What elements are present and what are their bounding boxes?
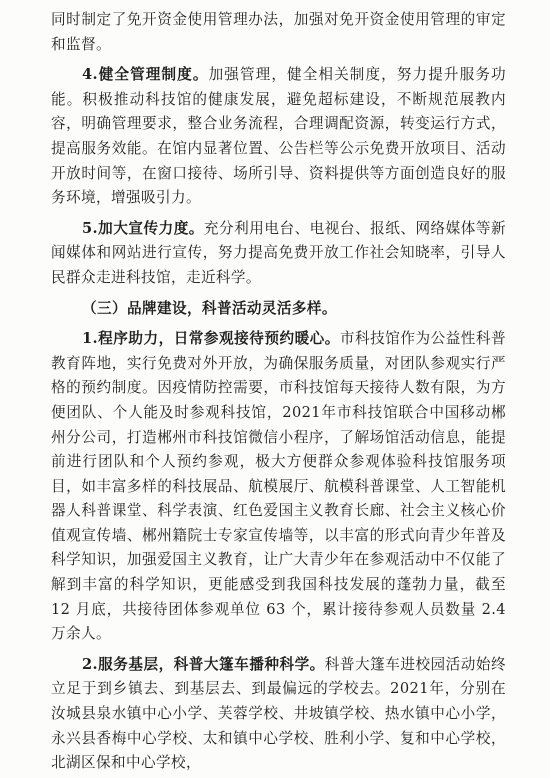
paragraph-text: 加强管理，健全相关制度，努力提升服务功能。积极推动科技馆的健康发展，避免超标建设，不断规范展教内容，明确管理要求，整合业务流程，合理调配资源，转变运行方式，提高服务效能。在馆内显著位置、公告栏等公示免费开放项目、活动开放时间等，在窗口接待、场所引导、资料提供等方面创造良好的服务环境，增强吸引力。 <box>51 66 506 207</box>
paragraph-text: 充分利用电台、电视台、报纸、网络媒体等新闻媒体和网站进行宣传，努力提高免费开放工作社会知晓率，引导人民群众走进科技馆，走近科学。 <box>51 219 506 286</box>
paragraph-publicity <box>51 217 506 291</box>
section-heading-text: （三）品牌建设，科普活动灵活多样。 <box>82 299 337 317</box>
paragraph-heading: 4.健全管理制度。 <box>82 66 209 84</box>
paragraph-science-caravan <box>51 653 506 776</box>
paragraph-management-system <box>51 63 506 211</box>
paragraph-reservation <box>51 327 506 647</box>
paragraph-heading: 1.程序助力，日常参观接待预约暖心。 <box>82 330 340 348</box>
paragraph-text: 市科技馆作为公益性科普教育阵地，实行免费对外开放，为确保服务质量，对团队参观实行严格的预约制度。因疫情防控需要，市科技馆每天接待人数有限，为方便团队、个人能及时参观科技馆，2021年市科技馆联合中国移动郴州分公司，打造郴州市科技馆微信小程序，了解场馆活动信息，能提前进行团队和个人预约参观，极大方便群众参观体验科技馆服务项目，如丰富多样的科技展品、航模展厅、航模科普课堂、人工智能机器人科普课堂、科学表演、红色爱国主义教育长廊、社会主义核心价值观宣传墙、郴州籍院士专家宣传墙等，以丰富的形式向青少年普及科学知识，加强爱国主义教育，让广大青少年在参观活动中不仅能了解到丰富的科学知识，更能感受到我国科技发展的蓬勃力量，截至 12 月底，共接待团体参观单位 63 个，累计接待参观人员数量 2.4 万余人。 <box>51 330 506 643</box>
paragraph-free-fund-management <box>51 8 506 57</box>
paragraph-heading: 5.加大宣传力度。 <box>82 219 204 237</box>
paragraph-text: 科普大篷车进校园活动始终立足于到乡镇去、到基层去、到最偏远的学校去。2021年，分别在汝城县泉水镇中心小学、芙蓉学校、井坡镇学校、热水镇中心小学，永兴县香梅中心学校、太和镇中心学校、胜利小学、复和中心学校，北湖区保和中心学校， <box>51 655 506 772</box>
paragraph-text: 同时制定了免开资金使用管理办法，加强对免开资金使用管理的审定和监督。 <box>51 11 506 53</box>
section-heading-brand-building <box>51 297 506 322</box>
paragraph-heading: 2.服务基层，科普大篷车播种科学。 <box>82 655 325 673</box>
